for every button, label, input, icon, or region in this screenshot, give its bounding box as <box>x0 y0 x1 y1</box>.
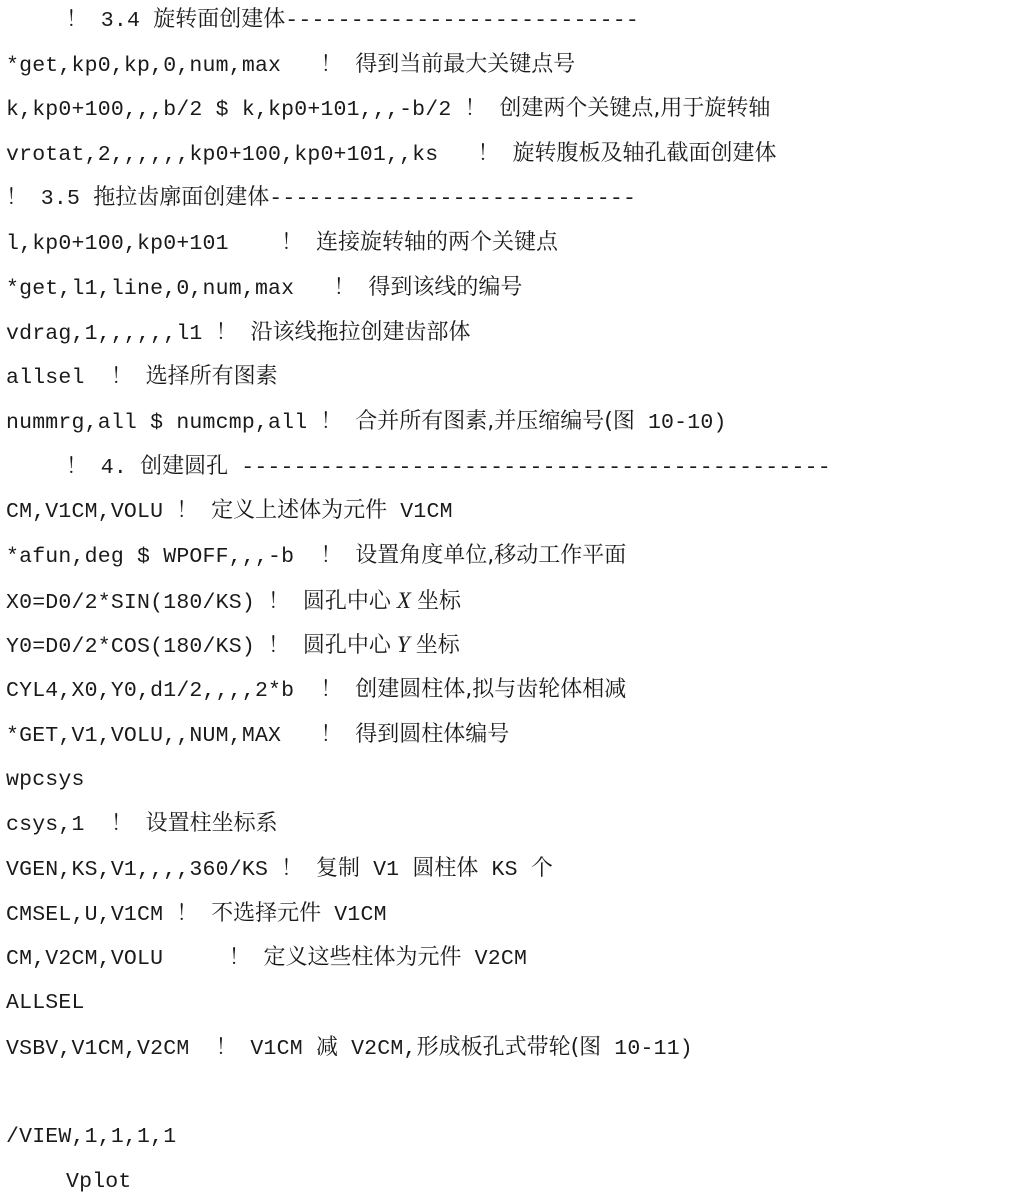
code-text: *GET,V1,VOLU,,NUM,MAX ！ <box>6 724 356 748</box>
code-line-get-l1 <box>6 268 522 308</box>
code-text: VSBV,V1CM,V2CM ！ V1CM <box>6 1037 316 1061</box>
code-text: CMSEL,U,V1CM ！ <box>6 903 212 927</box>
code-line-vrotat <box>6 134 777 174</box>
code-line-csys <box>6 804 278 844</box>
code-text: ---------------------------- <box>269 187 637 211</box>
code-text: ！ 4. <box>66 456 141 480</box>
code-text: k,kp0+100,,,b/2 $ k,kp0+101,,,-b/2 ！ <box>6 98 500 122</box>
code-line-view <box>6 1117 176 1157</box>
code-line-get-v1 <box>6 715 509 755</box>
comment-text: 得到当前最大关键点号 <box>355 52 576 77</box>
code-text: 10-10) <box>634 411 727 435</box>
comment-text: 坐标 <box>417 589 462 614</box>
code-text: *afun,deg $ WPOFF,,,-b ！ <box>6 545 356 569</box>
code-text: V2CM, <box>337 1037 417 1061</box>
code-text: V1 <box>359 858 413 882</box>
code-text: vdrag,1,,,,,,l1 ！ <box>6 322 251 346</box>
code-text: CM,V2CM,VOLU ！ <box>6 947 264 971</box>
code-text: wpcsys <box>6 768 85 792</box>
code-line-afun <box>6 536 626 576</box>
code-text: ALLSEL <box>6 991 85 1015</box>
code-text: nummrg,all $ numcmp,all ！ <box>6 411 356 435</box>
code-text: V1CM <box>387 500 453 524</box>
comment-text: 减 <box>315 1035 338 1060</box>
code-text: X0=D0/2*SIN(180/KS) ！ <box>6 591 303 615</box>
code-line-y0 <box>6 625 460 665</box>
code-text: Y0=D0/2*COS(180/KS) ！ <box>6 635 303 659</box>
comment-text: 定义上述体为元件 <box>211 498 388 523</box>
comment-text: 连接旋转轴的两个关键点 <box>315 230 558 255</box>
variable-text: X <box>390 588 418 613</box>
comment-text: 选择所有图素 <box>145 364 278 389</box>
code-text: VGEN,KS,V1,,,,360/KS ！ <box>6 858 316 882</box>
code-line-cm-v2cm <box>6 938 527 978</box>
code-line-wpcsys <box>6 760 85 800</box>
code-text: allsel ！ <box>6 366 146 390</box>
code-text: 10-11) <box>601 1037 693 1061</box>
code-line-vgen <box>6 849 553 889</box>
comment-text: 设置角度单位,移动工作平面 <box>355 543 627 568</box>
code-line-line-create <box>6 223 558 263</box>
comment-text: 得到圆柱体编号 <box>355 722 510 747</box>
comment-text: 圆柱体 <box>412 856 479 881</box>
comment-text: 创建圆孔 <box>140 454 229 479</box>
code-text: l,kp0+100,kp0+101 ！ <box>6 232 316 256</box>
code-line-vplot <box>66 1162 132 1202</box>
code-line-cmsel <box>6 894 387 934</box>
code-text: *get,l1,line,0,num,max ！ <box>6 277 369 301</box>
code-line-x0 <box>6 581 461 621</box>
code-text: ！ 3.4 <box>66 9 154 33</box>
code-line-get-kp0 <box>6 45 575 85</box>
comment-text: 形成板孔式带轮(图 <box>416 1035 602 1060</box>
comment-text: 创建两个关键点,用于旋转轴 <box>499 96 771 121</box>
comment-text: 沿该线拖拉创建齿部体 <box>250 320 471 345</box>
code-text: CYL4,X0,Y0,d1/2,,,,2*b ！ <box>6 679 356 703</box>
comment-text: 设置柱坐标系 <box>145 811 278 836</box>
code-text: ！ 3.5 <box>6 187 94 211</box>
comment-text: 合并所有图素,并压缩编号(图 <box>355 409 635 434</box>
code-line-keypoints <box>6 89 770 129</box>
comment-text: 旋转面创建体 <box>153 7 286 32</box>
comment-text: 坐标 <box>415 633 460 658</box>
code-text: V1CM <box>321 903 387 927</box>
comment-text: 复制 <box>315 856 360 881</box>
code-line-section-3-5 <box>6 178 636 218</box>
comment-text: 圆孔中心 <box>302 633 391 658</box>
comment-text: 不选择元件 <box>211 901 322 926</box>
code-text: *get,kp0,kp,0,num,max ！ <box>6 54 356 78</box>
comment-text: 定义这些柱体为元件 <box>263 945 462 970</box>
comment-text: 拖拉齿廓面创建体 <box>93 185 270 210</box>
comment-text: 个 <box>530 856 553 881</box>
code-text: Vplot <box>66 1170 132 1194</box>
code-text: --------------------------------------------- <box>228 456 831 480</box>
comment-text: 旋转腹板及轴孔截面创建体 <box>512 141 777 166</box>
code-text: csys,1 ！ <box>6 813 146 837</box>
code-text: /VIEW,1,1,1,1 <box>6 1125 177 1149</box>
comment-text: 得到该线的编号 <box>368 275 523 300</box>
code-line-cm-v1cm <box>6 491 453 531</box>
code-line-vsbv <box>6 1028 693 1068</box>
code-text: V2CM <box>461 947 528 971</box>
comment-text: 创建圆柱体,拟与齿轮体相减 <box>355 677 627 702</box>
code-line-cyl4 <box>6 670 626 710</box>
code-line-section-3-4 <box>66 0 639 40</box>
code-line-section-4 <box>66 447 831 487</box>
code-text: CM,V1CM,VOLU ！ <box>6 500 212 524</box>
code-line-allsel <box>6 357 278 397</box>
code-text: vrotat,2,,,,,,kp0+100,kp0+101,,ks ！ <box>6 143 513 167</box>
code-text: KS <box>478 858 531 882</box>
variable-text: Y <box>390 632 416 657</box>
code-line-allsel-upper <box>6 983 85 1023</box>
code-line-vdrag <box>6 313 470 353</box>
comment-text: 圆孔中心 <box>302 589 391 614</box>
code-text: --------------------------- <box>285 9 639 33</box>
code-line-nummrg <box>6 402 727 442</box>
